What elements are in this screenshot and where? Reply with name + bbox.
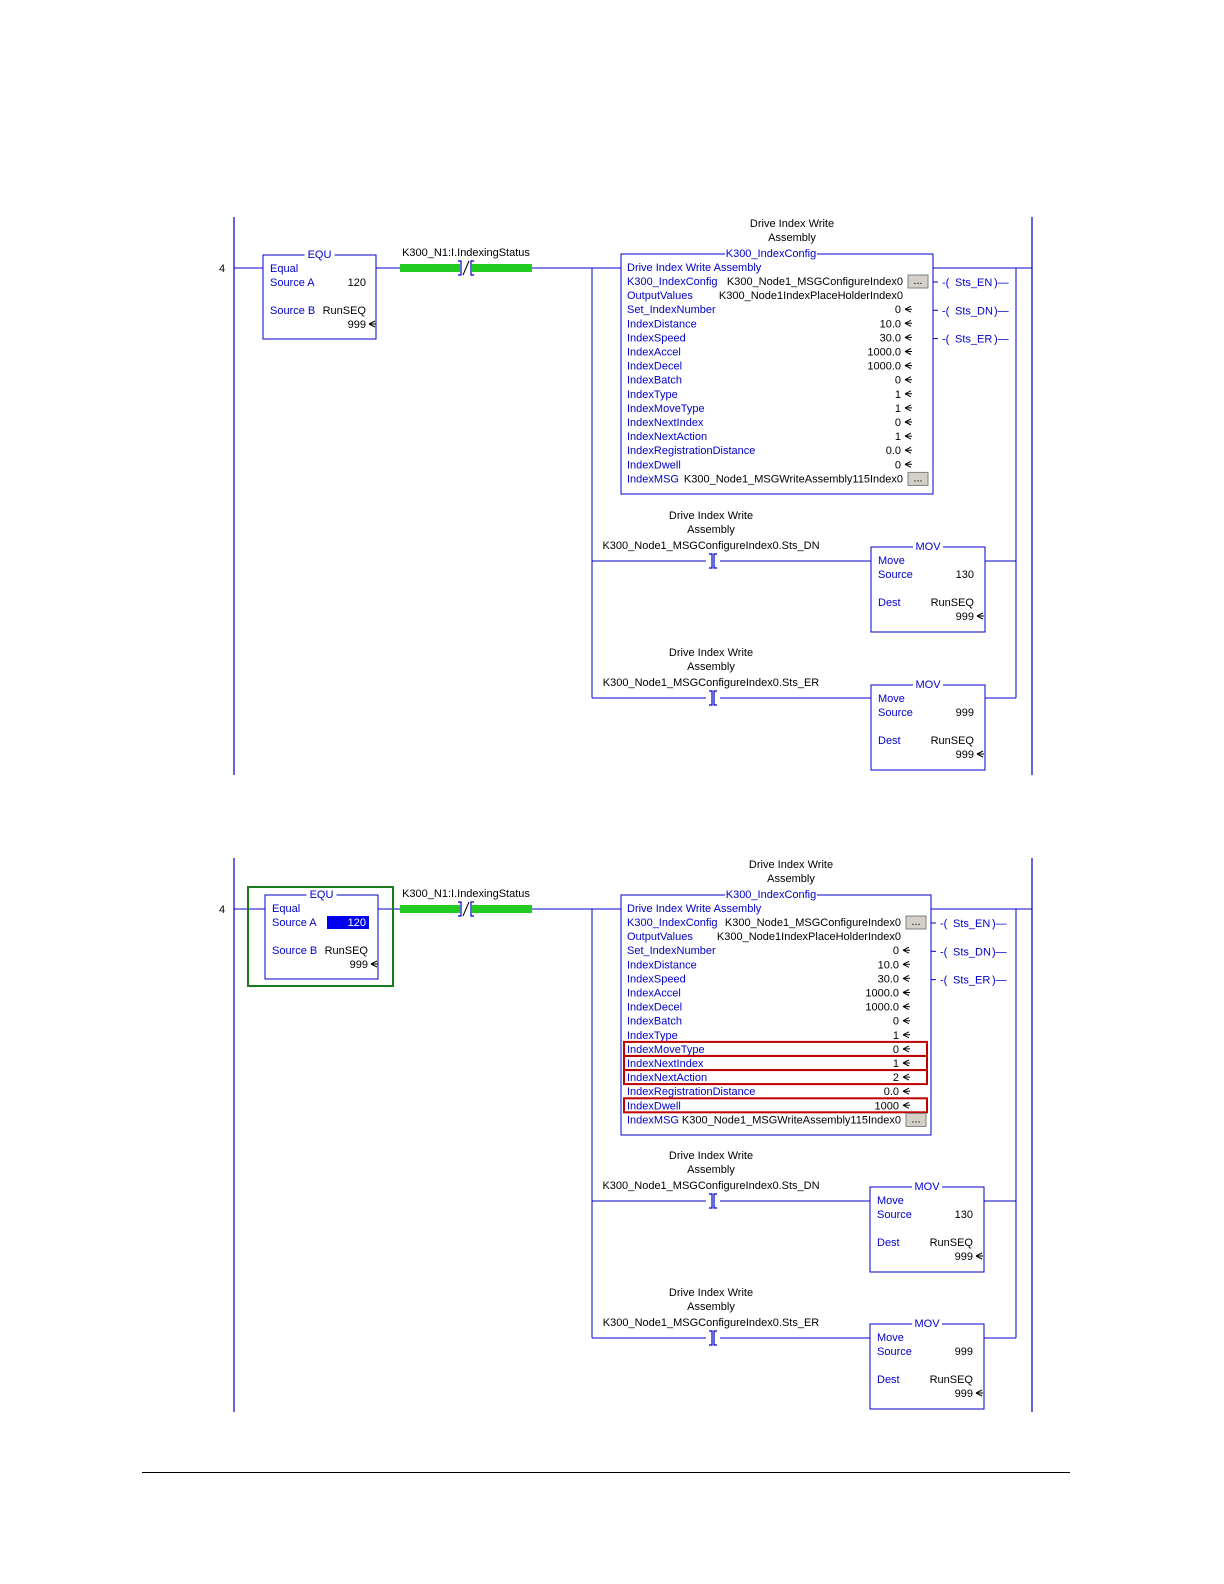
branch-description-1: Drive Index Write [668, 1287, 754, 1299]
mov-source-label: Source [877, 1346, 912, 1358]
mov-dest-label: Dest [878, 597, 901, 609]
branch-contact-tag: K300_Node1_MSGConfigureIndex0.Sts_DN [602, 1180, 820, 1192]
mov-name: Move [877, 1195, 904, 1207]
energized-bar-left [400, 905, 460, 913]
indexing-status-contact[interactable] [400, 247, 532, 275]
param-label: IndexNextIndex [627, 1058, 704, 1070]
output-sts-er[interactable] [931, 975, 1007, 987]
param-label: K300_IndexConfig [627, 276, 718, 288]
aoi-param-k300_indexconfig[interactable] [627, 916, 926, 929]
param-label: OutputValues [627, 290, 693, 303]
param-value[interactable]: 0.0 [883, 1086, 899, 1099]
branch-description-2: Assembly [687, 661, 735, 673]
param-label: IndexMSG [627, 473, 679, 486]
param-tag: K300_Node1IndexPlaceHolderIndex0 [718, 290, 903, 303]
param-label: IndexMSG [627, 1114, 679, 1127]
equ-title: EQU [309, 889, 334, 901]
param-value[interactable]: 10.0 [877, 959, 899, 972]
mov-source-value[interactable]: 130 [954, 1209, 973, 1221]
output-tag: Sts_EN [955, 277, 993, 289]
glyph: )— [992, 918, 1007, 930]
param-label: IndexAccel [627, 346, 681, 359]
param-value[interactable]: 30.0 [877, 973, 899, 986]
equ-instruction[interactable] [263, 249, 376, 339]
branch-2 [592, 1287, 1016, 1409]
param-value[interactable]: 0 [894, 304, 901, 317]
energized-bar-right [472, 264, 532, 272]
glyph: -( [942, 305, 950, 318]
rung-1 [219, 217, 1032, 775]
mov-title: MOV [914, 1318, 940, 1330]
param-value[interactable]: 0 [894, 417, 901, 429]
param-label: IndexType [627, 1029, 678, 1042]
param-tag[interactable]: K300_Node1_MSGConfigureIndex0 [726, 276, 903, 288]
output-sts-en[interactable] [942, 277, 1009, 289]
output-sts-dn[interactable] [931, 946, 1007, 958]
rung-number: 4 [219, 263, 226, 275]
contact-tag: K300_N1:I.IndexingStatus [402, 247, 530, 259]
param-label: IndexDwell [627, 459, 681, 472]
mov-source-value[interactable]: 130 [955, 569, 974, 581]
param-label: IndexMoveType [627, 402, 705, 415]
equ-title: EQU [307, 249, 332, 261]
aoi-description-2: Assembly [767, 873, 815, 885]
branch-contact-right [714, 554, 717, 568]
aoi-tag: K300_IndexConfig [725, 248, 817, 260]
aoi-param-indexmsg[interactable] [627, 472, 928, 485]
param-value[interactable]: 1 [892, 1029, 899, 1042]
mov-title: MOV [914, 1181, 940, 1193]
param-value[interactable]: 1000.0 [865, 1001, 899, 1014]
param-label: IndexRegistrationDistance [627, 445, 756, 458]
glyph: -( [940, 918, 948, 930]
param-label: IndexNextAction [627, 431, 708, 444]
glyph: -( [942, 333, 950, 346]
aoi-header: Drive Index Write Assembly [627, 262, 762, 274]
param-value[interactable]: 1000 [874, 1100, 899, 1113]
param-label: IndexAccel [627, 987, 681, 1000]
param-tag[interactable]: K300_Node1_MSGWriteAssembly115Index0 [681, 1114, 901, 1127]
mov-name: Move [878, 693, 905, 705]
rung-number: 4 [219, 904, 226, 916]
mov-name: Move [878, 555, 905, 567]
equ-source-b-value: 999 [347, 319, 366, 331]
footer-rule [142, 1472, 1070, 1473]
param-label: IndexDwell [627, 1100, 681, 1113]
branch-contact-left [709, 1331, 712, 1345]
energized-bar-left [400, 264, 460, 272]
contact-tag: K300_N1:I.IndexingStatus [402, 888, 530, 900]
indexing-status-contact[interactable] [400, 888, 532, 916]
branch-contact-right [714, 1331, 717, 1345]
aoi-tag: K300_IndexConfig [725, 889, 817, 901]
param-label: IndexNextIndex [627, 417, 704, 429]
mov-source-label: Source [878, 569, 913, 581]
branch-description-1: Drive Index Write [668, 1150, 754, 1162]
glyph: )— [992, 946, 1007, 959]
equ-source-b-label: Source B [270, 305, 316, 317]
glyph: -( [942, 277, 950, 289]
browse-button-label[interactable]: ... [913, 472, 923, 485]
glyph: -( [940, 974, 948, 987]
aoi-description-1: Drive Index Write [748, 859, 834, 871]
glyph: )— [992, 974, 1007, 987]
branch-description-2: Assembly [687, 1301, 735, 1313]
rung-2 [219, 858, 1032, 1412]
equ-instruction[interactable] [265, 889, 378, 979]
branch-contact-left [709, 691, 712, 705]
param-value[interactable]: 1 [892, 1058, 899, 1070]
branch-2 [592, 647, 1016, 770]
aoi-param-indexmsg[interactable] [627, 1113, 926, 1126]
equ-name: Equal [270, 263, 299, 275]
glyph: )— [994, 333, 1009, 346]
output-tag: Sts_DN [955, 305, 993, 318]
param-value[interactable]: 0.0 [885, 445, 901, 458]
output-sts-er[interactable] [933, 334, 1009, 346]
output-tag: Sts_ER [955, 333, 993, 346]
param-value[interactable]: 0 [894, 459, 901, 472]
param-label: IndexSpeed [627, 332, 686, 345]
mov-dest-tag[interactable]: RunSEQ [930, 735, 974, 747]
equ-source-a-label: Source A [270, 277, 315, 289]
output-sts-dn[interactable] [933, 305, 1009, 317]
param-tag[interactable]: K300_Node1_MSGConfigureIndex0 [724, 917, 901, 929]
glyph: )— [994, 277, 1009, 289]
param-value[interactable]: 1 [894, 431, 901, 444]
param-label: IndexBatch [627, 374, 683, 387]
param-tag[interactable]: K300_Node1_MSGWriteAssembly115Index0 [683, 473, 903, 486]
equ-source-a-value[interactable]: 120 [347, 277, 366, 289]
equ-source-b-tag[interactable]: RunSEQ [322, 305, 366, 317]
equ-source-b-value: 999 [349, 959, 368, 971]
output-tag: Sts_DN [953, 946, 991, 959]
browse-button-label[interactable]: ... [911, 1113, 921, 1126]
param-value[interactable]: 1 [894, 402, 901, 415]
mov-dest-value: 999 [954, 1251, 973, 1263]
glyph: )— [994, 305, 1009, 318]
branch-contact-right [714, 1194, 717, 1208]
energized-bar-right [472, 905, 532, 913]
branch-contact-tag: K300_Node1_MSGConfigureIndex0.Sts_ER [602, 677, 820, 689]
param-label: Set_IndexNumber [627, 304, 716, 317]
mov-instruction[interactable] [871, 679, 985, 770]
branch-contact-tag: K300_Node1_MSGConfigureIndex0.Sts_DN [602, 540, 820, 552]
mov-dest-label: Dest [878, 735, 901, 747]
branch-contact-left [709, 1194, 712, 1208]
mov-instruction[interactable] [870, 1181, 984, 1272]
equ-source-b-tag[interactable]: RunSEQ [324, 945, 368, 957]
mov-dest-label: Dest [877, 1374, 900, 1386]
param-label: Set_IndexNumber [627, 945, 716, 958]
branch-1 [592, 1150, 1016, 1272]
param-value[interactable]: 1000.0 [867, 346, 901, 359]
mov-dest-tag[interactable]: RunSEQ [930, 597, 974, 609]
contact-slash [463, 902, 469, 916]
mov-source-value[interactable]: 999 [954, 1346, 973, 1358]
equ-source-b-label: Source B [272, 945, 318, 957]
aoi-description-1: Drive Index Write [749, 218, 835, 230]
param-value[interactable]: 1 [894, 388, 901, 401]
branch-description-1: Drive Index Write [668, 510, 754, 522]
mov-source-value[interactable]: 999 [955, 707, 974, 719]
mov-dest-value: 999 [955, 749, 974, 761]
index-config-aoi[interactable] [621, 859, 931, 1135]
param-label: IndexNextAction [627, 1072, 708, 1085]
glyph: -( [940, 946, 948, 959]
param-label: IndexRegistrationDistance [627, 1086, 756, 1099]
branch-contact-left [709, 554, 712, 568]
output-tag: Sts_EN [953, 918, 991, 930]
browse-button-label[interactable]: ... [913, 275, 923, 287]
param-label: K300_IndexConfig [627, 917, 718, 929]
param-label: IndexMoveType [627, 1043, 705, 1056]
branch-1 [592, 510, 1016, 632]
browse-button-label[interactable]: ... [911, 916, 921, 928]
param-value[interactable]: 0 [894, 374, 901, 387]
branch-description-1: Drive Index Write [668, 647, 754, 659]
param-value[interactable]: 0 [892, 1043, 899, 1056]
mov-dest-value: 999 [955, 611, 974, 623]
param-value[interactable]: 2 [892, 1072, 899, 1085]
aoi-header: Drive Index Write Assembly [627, 903, 762, 915]
branch-description-2: Assembly [687, 1164, 735, 1176]
aoi-param-outputvalues [627, 290, 903, 302]
mov-instruction[interactable] [871, 541, 985, 632]
param-label: IndexDistance [627, 318, 697, 331]
equ-source-a-value[interactable]: 120 [347, 917, 366, 929]
branch-description-2: Assembly [687, 524, 735, 536]
branch-contact-right [714, 691, 717, 705]
param-tag: K300_Node1IndexPlaceHolderIndex0 [716, 931, 901, 944]
output-sts-en[interactable] [940, 918, 1007, 930]
equ-source-a-label: Source A [272, 917, 317, 929]
index-config-aoi[interactable] [621, 218, 933, 494]
param-value[interactable]: 1000.0 [867, 360, 901, 373]
mov-dest-value: 999 [954, 1388, 973, 1400]
param-value[interactable]: 1000.0 [865, 987, 899, 1000]
param-value[interactable]: 10.0 [879, 318, 901, 331]
mov-source-label: Source [877, 1209, 912, 1221]
output-tag: Sts_ER [953, 974, 991, 987]
aoi-description-2: Assembly [768, 232, 816, 244]
mov-instruction[interactable] [870, 1318, 984, 1409]
param-label: IndexSpeed [627, 973, 686, 986]
mov-dest-tag[interactable]: RunSEQ [929, 1374, 973, 1386]
param-label: OutputValues [627, 931, 693, 944]
aoi-param-k300_indexconfig[interactable] [627, 275, 928, 288]
mov-name: Move [877, 1332, 904, 1344]
param-value[interactable]: 30.0 [879, 332, 901, 345]
mov-source-label: Source [878, 707, 913, 719]
param-label: IndexBatch [627, 1015, 683, 1028]
mov-title: MOV [915, 679, 941, 691]
aoi-param-outputvalues [627, 931, 901, 943]
param-label: IndexType [627, 388, 678, 401]
param-label: IndexDecel [627, 360, 683, 373]
contact-slash [463, 261, 469, 275]
param-label: IndexDistance [627, 959, 697, 972]
branch-contact-tag: K300_Node1_MSGConfigureIndex0.Sts_ER [602, 1317, 820, 1329]
mov-dest-tag[interactable]: RunSEQ [929, 1237, 973, 1249]
mov-title: MOV [915, 541, 941, 553]
param-label: IndexDecel [627, 1001, 683, 1014]
param-value[interactable]: 0 [892, 1015, 899, 1028]
equ-name: Equal [272, 903, 301, 915]
param-value[interactable]: 0 [892, 945, 899, 958]
mov-dest-label: Dest [877, 1237, 900, 1249]
